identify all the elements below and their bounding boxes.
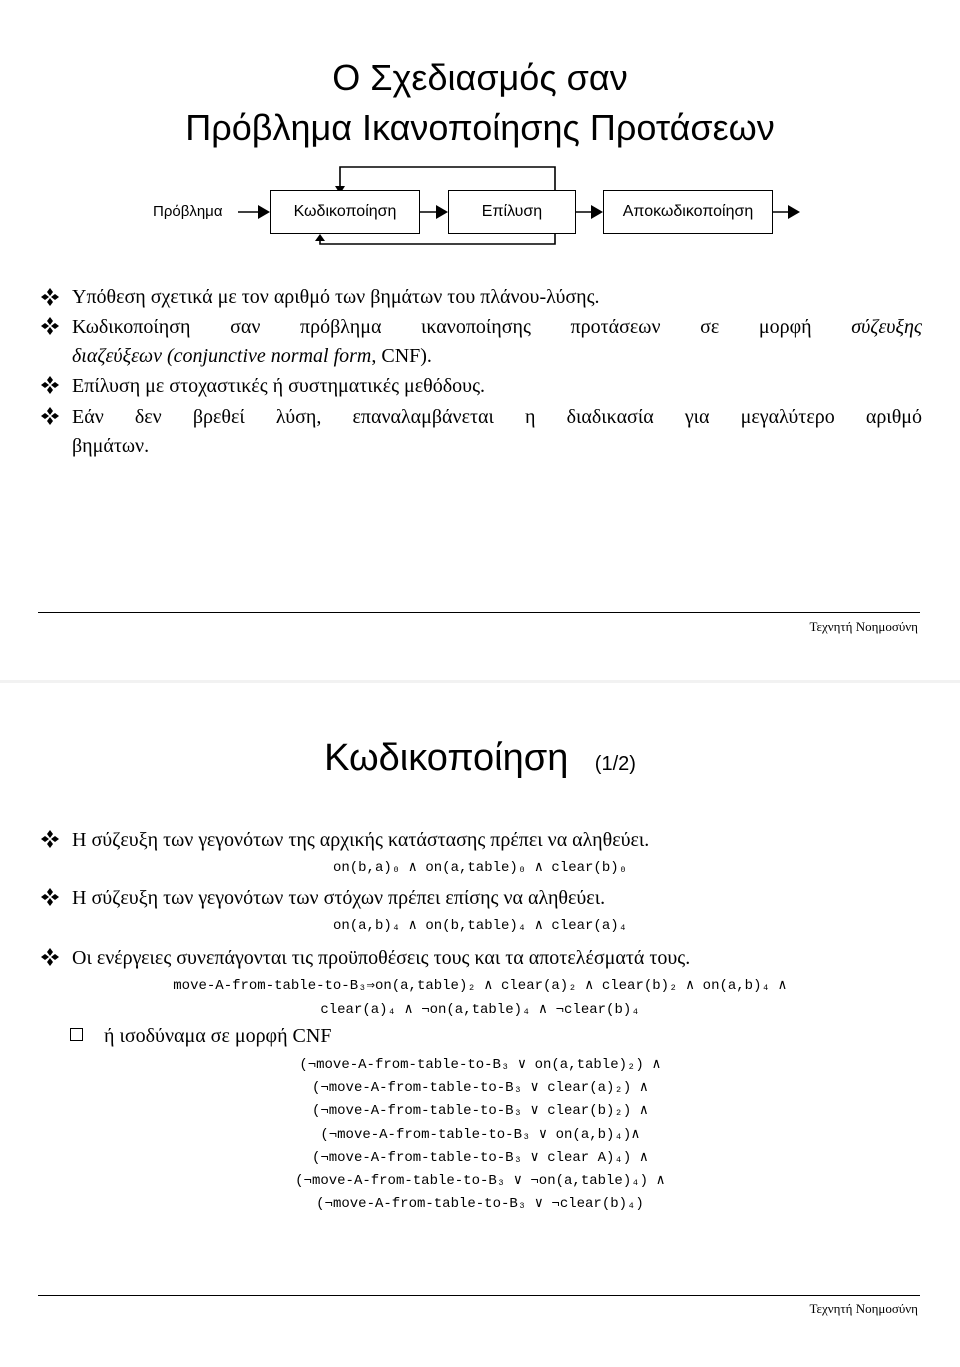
formula-initial-state: on(b,a)₀ ∧ on(a,table)₀ ∧ clear(b)₀ [332,860,628,876]
formula-action-2: clear(a)₄ ∧ ¬on(a,table)₄ ∧ ¬clear(b)₄ [320,1002,640,1018]
cnf-clause-3: (¬move-A-from-table-to-B₃ ∨ clear(b)₂) ∧ [311,1103,649,1119]
formula-goal-state: on(a,b)₄ ∧ on(b,table)₄ ∧ clear(a)₄ [332,918,628,934]
arrow-right-icon [788,205,800,219]
cnf-sub-bullet: ή ισοδύναμα σε μορφή CNF [104,1025,332,1047]
cnf-clause-1: (¬move-A-from-table-to-B₃ ∨ on(a,table)₂) ∧ [299,1057,661,1073]
slide-2 [0,683,960,1367]
four-petal-diamond-icon [40,829,60,849]
code-bullet-2: Η σύζευξη των γεγονότων των στόχων πρέπει επίσης να αληθεύει. [72,887,606,909]
four-petal-diamond-icon [40,887,60,907]
slide-2-title-text: Κωδικοποίηση [324,737,569,779]
arrow-right-icon [258,205,270,219]
bullet-2-italic: σύζευξης [851,316,923,338]
bullet-2-line-1 [72,312,922,342]
arrow-right-icon [591,205,603,219]
four-petal-diamond-icon [40,316,60,336]
problem-label: Πρόβλημα [153,203,223,220]
encoding-box: Κωδικοποίηση [270,190,420,234]
slide-2-title [0,737,960,780]
cnf-italic-text: διαζεύξεων (conjunctive normal form [72,345,372,367]
slide-title-line-1: Ο Σχεδιασμός σαν [332,57,628,98]
four-petal-diamond-icon [40,287,60,307]
bullet-3: Επίλυση με στοχαστικές ή συστηματικές μεθόδους. [72,375,486,397]
footer-divider [38,612,920,613]
slide-2-title-suffix: (1/2) [594,753,636,775]
cnf-clause-6: (¬move-A-from-table-to-B₃ ∨ ¬on(a,table)₄) ∧ [295,1173,665,1189]
cnf-clause-2: (¬move-A-from-table-to-B₃ ∨ clear(a)₂) ∧ [311,1080,649,1096]
footer-text: Τεχνητή Νοημοσύνη [809,1301,918,1316]
decoding-box: Αποκωδικοποίηση [603,190,773,234]
slide-1 [0,0,960,680]
bullet-4-line-1: Εάν δεν βρεθεί λύση, επαναλαμβάνεται η διαδικασία για μεγαλύτερο αριθμό [72,406,922,428]
bullet-1: Υπόθεση σχετικά με τον αριθμό των βημάτων του πλάνου-λύσης. [72,286,600,308]
formula-action-1: move-A-from-table-to-B₃⇒on(a,table)₂ ∧ clear(a)₂ ∧ clear(b)₂ ∧ on(a,b)₄ ∧ [173,978,787,994]
bullet-4-line-2: βημάτων. [72,435,150,457]
footer-text: Τεχνητή Νοημοσύνη [809,619,918,634]
footer-divider [38,1295,920,1296]
bullet-2-line-2 [72,341,922,371]
square-checkbox-icon [70,1028,83,1041]
cnf-clause-4: (¬move-A-from-table-to-B₃ ∨ on(a,b)₄)∧ [320,1127,640,1143]
slide-title-line-2: Πρόβλημα Ικανοποίησης Προτάσεων [185,107,775,148]
cnf-clause-5: (¬move-A-from-table-to-B₃ ∨ clear A)₄) ∧ [311,1150,649,1166]
four-petal-diamond-icon [40,406,60,426]
four-petal-diamond-icon [40,375,60,395]
code-bullet-1: Η σύζευξη των γεγονότων της αρχικής κατάστασης πρέπει να αληθεύει. [72,829,650,851]
code-bullet-3: Οι ενέργειες συνεπάγονται τις προϋποθέσεις τους και τα αποτελέσματά τους. [72,947,691,969]
arrow-right-icon [436,205,448,219]
solving-box: Επίλυση [448,190,576,234]
bullet-2-text: Κωδικοποίηση σαν πρόβλημα ικανοποίησης προτάσεων σε μορφή [72,316,812,338]
cnf-clause-7: (¬move-A-from-table-to-B₃ ∨ ¬clear(b)₄) [316,1196,644,1212]
cnf-text: , CNF). [371,345,432,367]
four-petal-diamond-icon [40,947,60,967]
